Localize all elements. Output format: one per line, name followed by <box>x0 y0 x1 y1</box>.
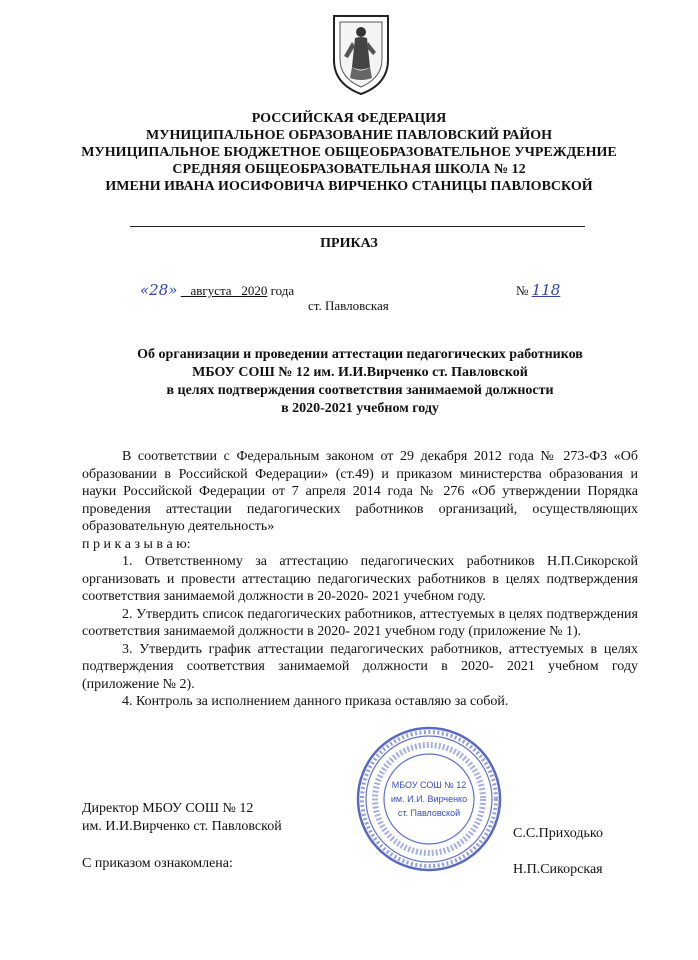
header-divider <box>130 226 585 227</box>
date-year: 2020 <box>241 283 268 298</box>
order-item-4: 4. Контроль за исполнением данного приказа оставляю за собой. <box>122 694 509 709</box>
director-signature-block: Директор МБОУ СОШ № 12 им. И.И.Вирченко ст. Павловской <box>82 801 282 834</box>
document-type: ПРИКАЗ <box>320 236 378 251</box>
body-intro: В соответствии с Федеральным законом от 29 декабря 2012 года № 273-ФЗ «Об образовании в Российской Федерации» (ст.49) и приказом министерства образования и науки Российской Федерации от 7 апреля 2014 года № 276 «Об утверждении Порядка проведения аттестации педагогических работников организаций, осуществляющих образовательную деятельность» <box>82 449 638 534</box>
acknowledgement-label: С приказом ознакомлена: <box>82 856 233 871</box>
date-month: августа 2020 <box>190 283 268 298</box>
organization-header <box>60 110 638 195</box>
header-country: РОССИЙСКАЯ ФЕДЕРАЦИЯ <box>251 111 447 126</box>
school-stamp <box>354 724 504 874</box>
order-item-3: 3. Утвердить график аттестации педагогических работников, аттестуемых в целях подтверждения соответствия занимаемой должности в 2020- 2021 учебном году (приложение № 2). <box>82 641 638 692</box>
header-institution: МУНИЦИПАЛЬНОЕ БЮДЖЕТНОЕ ОБЩЕОБРАЗОВАТЕЛЬНОЕ УЧРЕЖДЕНИЕ <box>81 145 617 160</box>
stamp-line-1: МБОУ СОШ № 12 <box>391 780 467 790</box>
date-day: «28» <box>140 281 178 299</box>
order-subject: Об организации и проведении аттестации педагогических работников МБОУ СОШ № 12 им. И.И.Вирченко ст. Павловской в целях подтверждения соответствия занимаемой должности в 2020-2021 учебном году <box>137 347 583 416</box>
stamp-line-3: ст. Павловской <box>397 808 461 818</box>
stamp-line-2: им. И.И. Вирченко <box>390 794 468 804</box>
order-item-2: 2. Утвердить список педагогических работников, аттестуемых в целях подтверждения соответствия занимаемой должности в 2020- 2021 учебном году (приложение № 1). <box>82 606 638 639</box>
header-municipality: МУНИЦИПАЛЬНОЕ ОБРАЗОВАНИЕ ПАВЛОВСКИЙ РАЙОН <box>145 128 553 143</box>
coat-of-arms-icon <box>330 12 392 98</box>
order-number: № 118 <box>516 281 561 299</box>
order-word: п р и к а з ы в а ю: <box>82 536 191 552</box>
header-school: СРЕДНЯЯ ОБЩЕОБРАЗОВАТЕЛЬНАЯ ШКОЛА № 12 <box>172 162 526 177</box>
date-suffix: года <box>270 283 295 298</box>
order-place: ст. Павловская <box>308 298 389 313</box>
director-name: С.С.Приходько <box>513 826 603 841</box>
acknowledgement-name: Н.П.Сикорская <box>513 862 603 877</box>
order-body <box>82 448 638 711</box>
header-school-name: ИМЕНИ ИВАНА ИОСИФОВИЧА ВИРЧЕНКО СТАНИЦЫ ПАВЛОВСКОЙ <box>105 179 593 194</box>
order-date <box>140 281 294 299</box>
order-number-value: 118 <box>531 281 561 299</box>
order-item-1: 1. Ответственному за аттестацию педагогических работников Н.П.Сикорской организовать и провести аттестацию педагогических работников в целях подтверждения соответствия занимаемой должности в 20-2020- 2021 учебном году. <box>82 554 638 604</box>
